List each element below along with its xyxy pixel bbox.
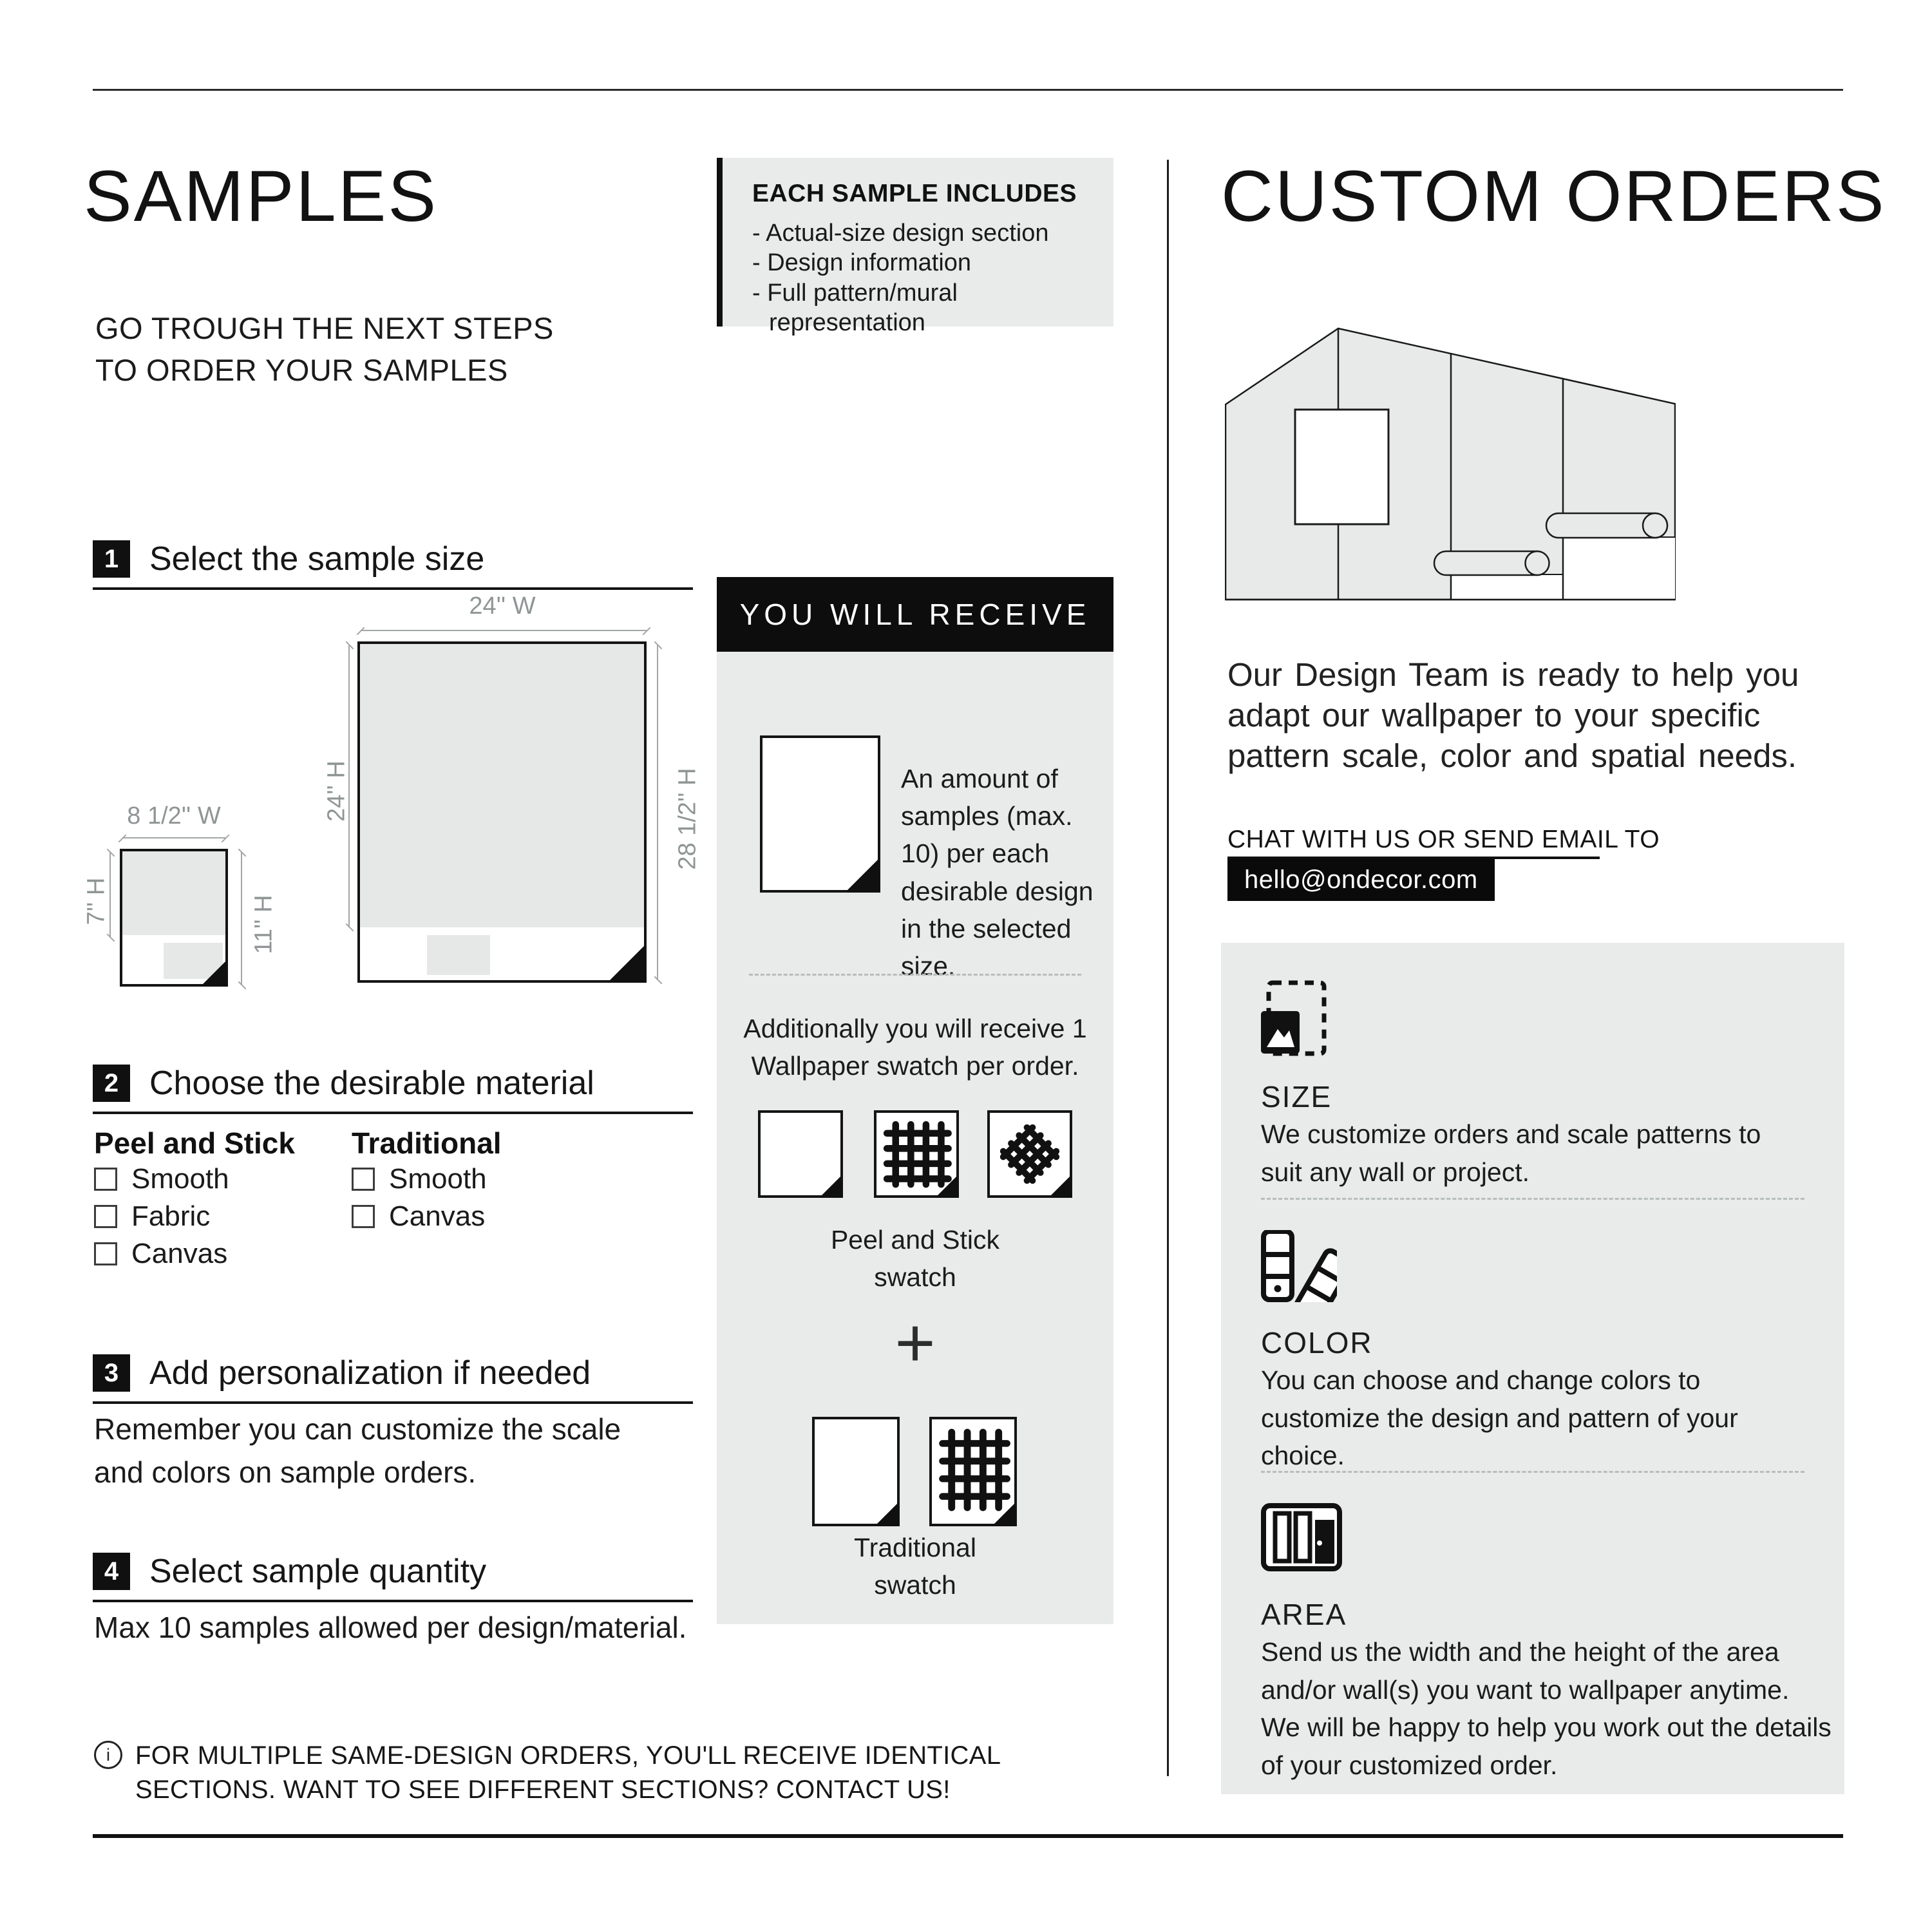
footer-note-text: [135, 1739, 1001, 1807]
option-traditional-smooth: [352, 1163, 487, 1195]
small-width-label: 8 1/2'' W: [127, 802, 221, 829]
fold-corner-icon: [1048, 1174, 1072, 1198]
large-right-height-label: 28 1/2'' H: [674, 768, 701, 870]
includes-item: - Actual-size design section: [752, 218, 1086, 248]
custom-features-panel: [1221, 943, 1844, 1794]
feature-color-title: COLOR: [1261, 1326, 1373, 1359]
option-label: Fabric: [131, 1200, 211, 1232]
swatch-grid-portrait-icon: [929, 1417, 1017, 1526]
feature-size-text: We customize orders and scale patterns to suit any wall or project.: [1261, 1119, 1761, 1187]
step-3-label: Add personalization if needed: [149, 1354, 591, 1392]
small-sample-preview: [120, 849, 228, 987]
each-sample-includes-box: [723, 158, 1113, 337]
small-left-height-label: 7'' H: [82, 877, 110, 925]
feature-color-text: You can choose and change colors to customize the design and pattern of your choice.: [1261, 1365, 1738, 1471]
samples-intro-line1: GO TROUGH THE NEXT STEPS: [95, 311, 554, 345]
plus-sign: +: [895, 1303, 936, 1381]
footer-note-line1: FOR MULTIPLE SAME-DESIGN ORDERS, YOU'LL RECEIVE IDENTICAL: [135, 1741, 1001, 1770]
column-divider: [1167, 160, 1169, 1776]
option-label: Smooth: [389, 1163, 487, 1195]
checkbox-traditional-smooth[interactable]: [352, 1168, 375, 1191]
option-peel-smooth: [94, 1163, 229, 1195]
includes-item: - Full pattern/mural representation: [752, 278, 1086, 338]
dashed-divider: [1261, 1471, 1804, 1473]
small-sample-fold-corner: [200, 959, 228, 987]
large-sample-fold-corner: [607, 943, 647, 983]
step-1-number: 1: [93, 540, 130, 578]
step-3-number: 3: [93, 1354, 130, 1392]
wallpaper-roll-icon: [1434, 551, 1549, 575]
option-label: Smooth: [131, 1163, 229, 1195]
wallpaper-roll-icon: [1546, 513, 1667, 538]
large-right-dimline: [657, 645, 658, 980]
fold-corner-icon: [935, 1174, 959, 1198]
custom-intro-text: Our Design Team is ready to help you adapt our wallpaper to your specific pattern scale, color and spatial needs.: [1227, 656, 1799, 775]
traditional-swatch-caption: Traditional swatch: [854, 1533, 976, 1600]
step-1: [93, 540, 693, 590]
peel-and-stick-header: Peel and Stick: [94, 1126, 295, 1160]
sample-sheet-icon: [760, 735, 880, 893]
step-2-number: 2: [93, 1065, 130, 1102]
checkbox-traditional-canvas[interactable]: [352, 1205, 375, 1228]
footer-note-line2: SECTIONS. WANT TO SEE DIFFERENT SECTIONS? CONTACT US!: [135, 1775, 951, 1804]
step-1-label: Select the sample size: [149, 540, 485, 578]
fold-corner-icon: [819, 1174, 843, 1198]
fold-corner-icon: [875, 1501, 900, 1526]
feature-size-title: SIZE: [1261, 1080, 1332, 1113]
swatch-blank-portrait-icon: [812, 1417, 900, 1526]
large-width-dimline: [361, 630, 647, 631]
large-width-label: 24'' W: [469, 592, 536, 620]
option-peel-fabric: [94, 1200, 210, 1233]
feature-area-text: Send us the width and the height of the area and/or wall(s) you want to wallpaper anytime. We will be happy to help you work out the details of your customized order.: [1261, 1637, 1832, 1780]
step-4-number: 4: [93, 1553, 130, 1590]
fold-corner-icon: [845, 857, 880, 893]
you-will-receive-panel: [717, 652, 1113, 1624]
samples-amount-text: An amount of samples (max. 10) per each desirable design in the selected size.: [901, 764, 1094, 981]
dashed-divider: [749, 974, 1081, 976]
samples-title: SAMPLES: [84, 156, 439, 236]
checkbox-peel-canvas[interactable]: [94, 1242, 117, 1265]
large-sample-preview: [357, 641, 647, 983]
chat-label: CHAT WITH US OR SEND EMAIL TO: [1227, 826, 1660, 853]
step-4-label: Select sample quantity: [149, 1553, 487, 1590]
swatch-grid-icon: [874, 1110, 959, 1198]
house-wallpaper-illustration: [1225, 327, 1676, 601]
custom-orders-title: CUSTOM ORDERS: [1221, 156, 1886, 236]
samples-intro-line2: TO ORDER YOUR SAMPLES: [95, 352, 508, 387]
top-rule: [93, 89, 1843, 91]
footer-note: [94, 1739, 1001, 1807]
bottom-rule: [93, 1834, 1843, 1838]
swatch-crosshatch-icon: [987, 1110, 1072, 1198]
color-swatches-icon: [1261, 1230, 1337, 1302]
traditional-header: Traditional: [352, 1126, 502, 1160]
option-label: Canvas: [131, 1238, 228, 1269]
you-will-receive-header: YOU WILL RECEIVE: [717, 577, 1113, 652]
checkbox-peel-smooth[interactable]: [94, 1168, 117, 1191]
small-width-dimline: [122, 837, 225, 838]
small-right-dimline: [241, 853, 242, 985]
feature-area-title: AREA: [1261, 1598, 1347, 1631]
option-label: Canvas: [389, 1200, 486, 1232]
peel-swatch-caption: Peel and Stick swatch: [830, 1225, 1000, 1293]
small-right-height-label: 11'' H: [250, 895, 278, 954]
area-walls-icon: [1261, 1503, 1342, 1571]
large-sample-white-band: [360, 927, 644, 980]
swatch-blank-icon: [758, 1110, 843, 1198]
includes-title: EACH SAMPLE INCLUDES: [752, 180, 1077, 207]
step-4-text: Max 10 samples allowed per design/material.: [94, 1611, 687, 1644]
samples-intro: [95, 308, 554, 392]
option-peel-canvas: [94, 1238, 227, 1270]
email-link[interactable]: hello@ondecor.com: [1227, 859, 1495, 901]
additional-swatch-text: Additionally you will receive 1 Wallpaper swatch per order.: [743, 1014, 1087, 1081]
step-3-text: Remember you can customize the scale and colors on sample orders.: [94, 1412, 621, 1489]
large-sample-chip: [427, 935, 490, 975]
step-4: [93, 1552, 693, 1602]
dashed-divider: [1261, 1198, 1804, 1200]
checkbox-peel-fabric[interactable]: [94, 1205, 117, 1228]
step-2-label: Choose the desirable material: [149, 1065, 594, 1102]
info-icon: [94, 1741, 122, 1769]
step-3: [93, 1354, 693, 1404]
large-left-height-label: 24'' H: [323, 761, 350, 822]
step-2: [93, 1064, 693, 1114]
size-crop-icon: [1261, 980, 1328, 1056]
includes-item: - Design information: [752, 248, 1086, 278]
option-traditional-canvas: [352, 1200, 485, 1233]
fold-corner-icon: [992, 1501, 1017, 1526]
includes-box-accent-bar: [717, 158, 723, 327]
